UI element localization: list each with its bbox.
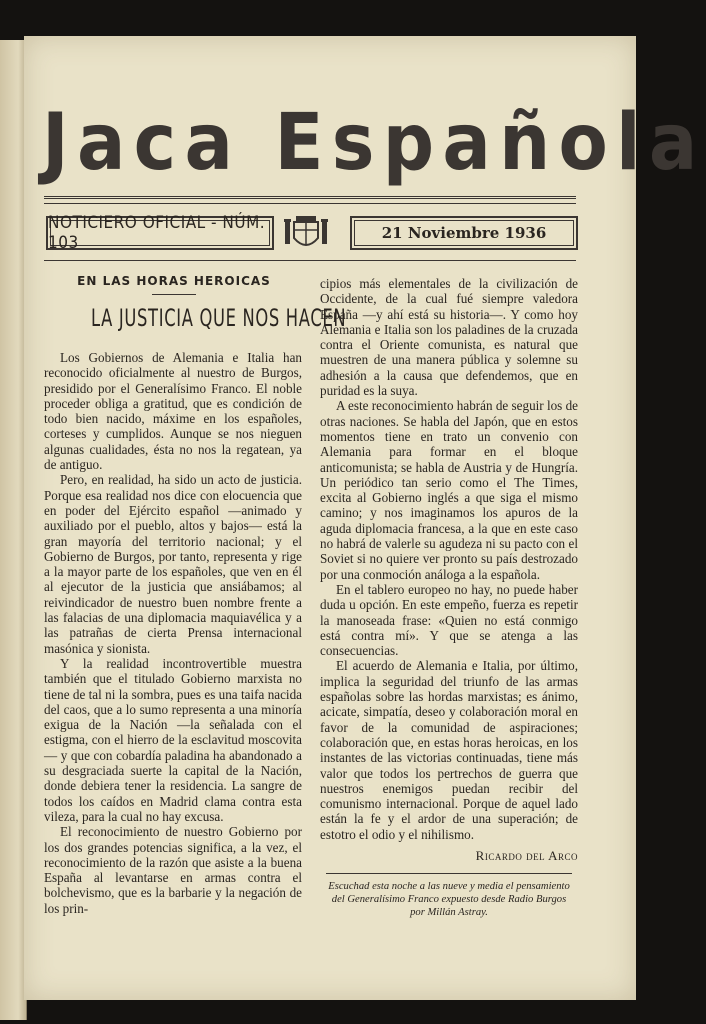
article-column-left bbox=[44, 350, 302, 916]
coat-of-arms-icon bbox=[282, 212, 330, 254]
paragraph: Los Gobiernos de Alemania e Italia han reconocido oficialmente al nuestro de Burgos, presidido por el Generalísimo Franco. El noble proceder obliga a gratitud, que es condición de todo bien nacido, máxime en los españoles, corteses y cumplidos. Aunque se nos nieguen algunas cualidades, ésta no nos la regatean, ya de antiguo. bbox=[44, 350, 302, 473]
paragraph: cipios más elementales de la civilización de Occidente, de la cual fué siempre valedora España —y ahí está su historia—. Y como hoy Alemania e Italia son los paladines de la cruzada contra el Oriente comunista, es natural que muestren de una manera pública y solemne su adhesión a la causa que defendemos, que en puridad es la suya. bbox=[320, 276, 578, 399]
article-headline: LA JUSTICIA QUE NOS HACEN bbox=[91, 304, 347, 332]
adjacent-page-edge bbox=[0, 40, 27, 1020]
masthead-rule-thin bbox=[44, 203, 576, 204]
article-column-right bbox=[320, 276, 578, 919]
article-kicker: EN LAS HORAS HEROICAS bbox=[77, 274, 271, 288]
kicker-underline bbox=[152, 294, 196, 295]
footnote-rule bbox=[326, 873, 572, 874]
paragraph: Y la realidad incontrovertible muestra también que el titulado Gobierno marxista no tiene de tal ni la sombra, pues es una taifa nacida del caos, que a lo sumo representa a una minoría exigua de la Nación —la señalada con el estigma, con el hierro de la esclavitud moscovita— y que con cobardía paladina ha abandonado a su desgraciada suerte la capital de la Nación, donde debiera tener la residencia. La sangre de todos los caídos en Madrid clama contra esta vileza, para la cual no hay excusa. bbox=[44, 655, 302, 824]
masthead-rule bbox=[44, 196, 576, 199]
masthead-title: Jaca Española bbox=[42, 98, 706, 188]
paragraph: El reconocimiento de nuestro Gobierno por los dos grandes potencias significa, a la vez, el reconocimiento de la razón que asiste a la buena España al levantarse en armas contra el bolchevismo, que es la barbarie y la negación de los prin- bbox=[44, 824, 302, 916]
newspaper-page bbox=[24, 36, 706, 1000]
paragraph: En el tablero europeo no hay, no puede haber duda u opción. En este empeño, fuerza es repetir la manoseada frase: «Quien no está conmigo está contra mí». Y que se atenga a las consecuencias. bbox=[320, 581, 578, 659]
radio-footnote: Escuchad esta noche a las nueve y media el pensamiento del Generalísimo Franco expuesto desde Radio Burgos por Millán Astray. bbox=[328, 881, 570, 919]
paragraph: El acuerdo de Alemania e Italia, por último, implica la seguridad del triunfo de las armas españolas sobre las hordas marxistas; es ánimo, acicate, simpatía, deseo y colaboración moral en favor de la comunidad de aspiraciones; colaboración que, en estas horas heroicas, en los instantes de las victorias continuadas, tiene más valor que todos los pertrechos de guerra que nuestros enemigos puedan recibir del comunismo internacional. Porque de aquel lado están la fe y el ardor de una superación; de estotro el odio y el nihilismo. bbox=[320, 658, 578, 842]
article-signature: Ricardo del Arco bbox=[475, 847, 578, 863]
paragraph: A este reconocimiento habrán de seguir los de otras naciones. Se habla del Japón, que en estos momentos tiene en trato un convenio con Alemania para formar en el bloque anticomunista; se habla de Austria y de Hungría. Un periódico tan serio como el The Times, excita al Gobierno inglés a que siga el mismo camino; y nos imaginamos los apuros de la aguda diplomacia francesa, a la que en este caso no habrá de valerle su agudeza ni su pacto con el Soviet si no quiere ver pronto su país destrozado por una conmoción análoga a la española. bbox=[320, 398, 578, 582]
issue-date: 21 Noviembre 1936 bbox=[350, 216, 578, 250]
header-bottom-rule bbox=[44, 260, 576, 261]
issue-label: NOTICIERO OFICIAL - NÚM. 103 bbox=[46, 216, 274, 250]
paragraph: Pero, en realidad, ha sido un acto de justicia. Porque esa realidad nos dice con elocuencia que en poder del Ejército español —animado y auxiliado por el pueblo, altos y bajos— está la gran mayoría del territorio nacional; y el Gobierno de Burgos, por tanto, representa y rige a la mayor parte de los españoles, que ven en él al ejecutor de la justicia que ansiábamos; al reivindicador de nuestro buen nombre frente a las falacias de una diplomacia maquiavélica y a las patrañas de cierta Prensa internacional masónica y sionista. bbox=[44, 472, 302, 656]
